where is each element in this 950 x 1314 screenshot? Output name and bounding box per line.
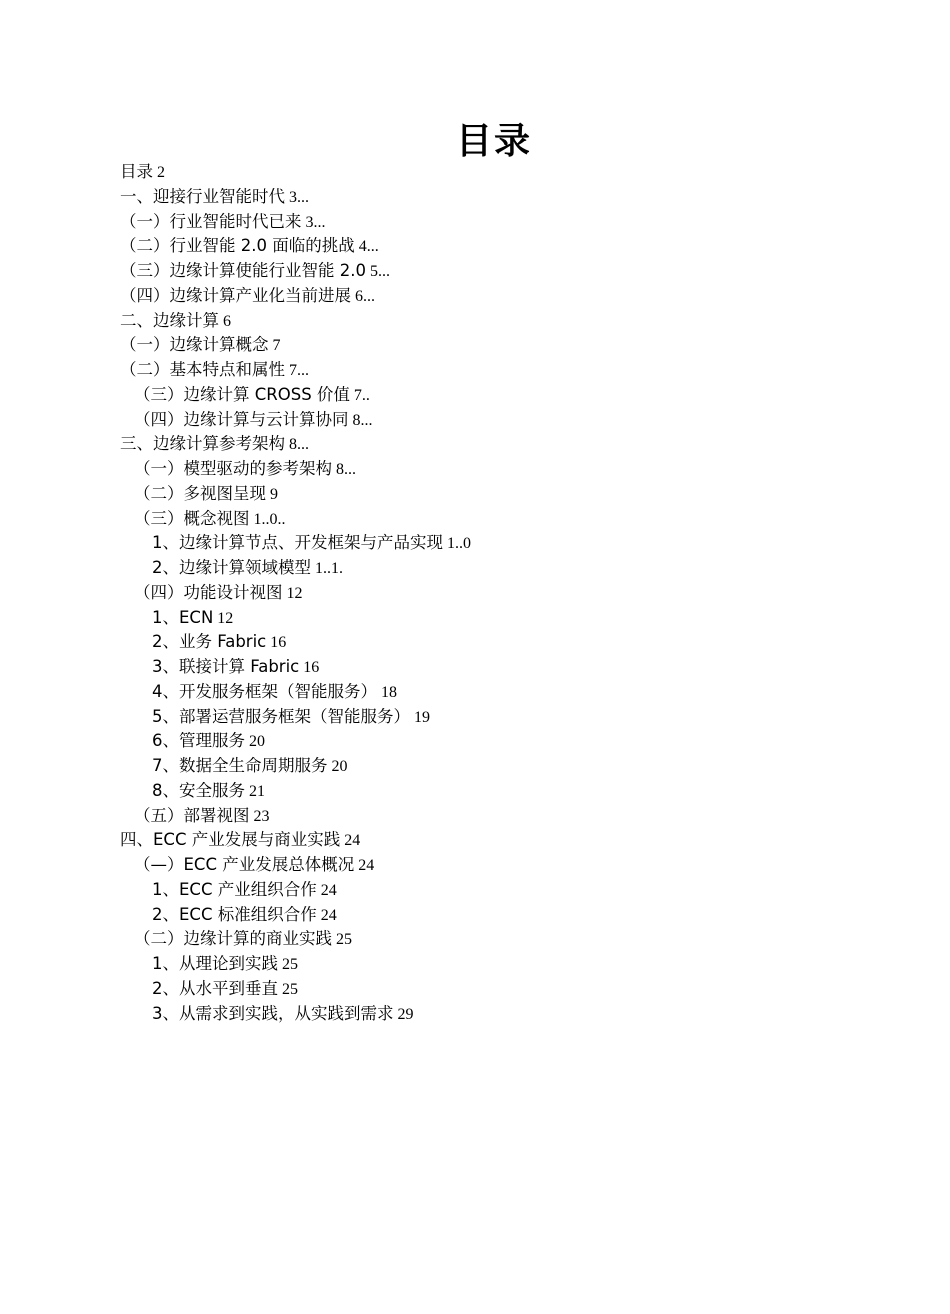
toc-page-number: 7... — [289, 362, 309, 379]
toc-page-number: 25 — [336, 931, 352, 949]
toc-entry-text: 2、业务 Fabric — [152, 632, 267, 652]
toc-entry-text: （二）基本特点和属性 — [120, 360, 285, 379]
toc-entry-text: （一）行业智能时代已来 — [120, 211, 302, 231]
toc-entry-text: 2、从水平到垂直 — [152, 978, 278, 998]
toc-page-number: 7 — [272, 337, 281, 355]
toc-entry-text: 1、ECC 产业组织合作 — [152, 879, 317, 899]
toc-entry-text: 三、边缘计算参考架构 — [120, 434, 285, 454]
toc-entry[interactable] — [0, 729, 950, 754]
toc-entry[interactable] — [0, 903, 950, 928]
toc-entry-text: 5、部署运营服务框架（智能服务） — [152, 706, 410, 726]
toc-page-number: 24 — [320, 881, 337, 899]
toc-entry[interactable] — [0, 309, 950, 334]
toc-page-number: 23 — [253, 807, 270, 825]
toc-entry[interactable] — [0, 482, 950, 507]
toc-entry-text: 四、ECC 产业发展与商业实践 — [120, 830, 341, 850]
toc-page-number: 25 — [282, 956, 298, 973]
toc-entry-text: 2、边缘计算领域模型 — [152, 558, 311, 577]
toc-entry[interactable] — [0, 655, 950, 680]
toc-page-number: 20 — [331, 758, 348, 775]
toc-entry[interactable] — [0, 457, 950, 482]
toc-entry[interactable] — [0, 804, 950, 829]
toc-entry-text: 二、边缘计算 — [120, 310, 219, 330]
toc-entry-text: （三）边缘计算 CROSS 价值 — [134, 384, 350, 404]
toc-page-number: 8... — [336, 461, 356, 478]
toc-entry[interactable] — [0, 828, 950, 853]
toc-page-number: 6 — [223, 312, 231, 330]
toc-entry-text: 6、管理服务 — [152, 731, 245, 751]
toc-page-number: 12 — [286, 584, 303, 602]
toc-entry[interactable] — [0, 754, 950, 779]
toc-entry-text: （三）概念视图 — [134, 508, 250, 528]
toc-page-number: 5... — [370, 263, 390, 280]
toc-entry[interactable] — [0, 185, 950, 210]
toc-page-number: 20 — [249, 733, 265, 751]
toc-entry-text: （四）边缘计算产业化当前进展 — [120, 285, 351, 305]
toc-entry[interactable] — [0, 630, 950, 655]
toc-page-number: 1..0.. — [253, 510, 286, 528]
toc-entry[interactable] — [0, 606, 950, 631]
toc-entry-text: 4、开发服务框架（智能服务） — [152, 681, 377, 701]
toc-page-number: 2 — [157, 164, 165, 181]
toc-entry-text: （四）边缘计算与云计算协同 — [134, 409, 349, 429]
toc-page-number: 4... — [358, 238, 379, 256]
toc-page-number: 19 — [414, 708, 430, 726]
toc-entry-text: （五）部署视图 — [134, 805, 250, 825]
toc-page-number: 16 — [303, 659, 320, 676]
toc-entry[interactable] — [0, 680, 950, 705]
toc-entry-text: （四）功能设计视图 — [134, 582, 283, 602]
toc-entry[interactable] — [0, 878, 950, 903]
toc-entry-text: （一）模型驱动的参考架构 — [134, 459, 332, 478]
toc-page-number: 1..1. — [315, 560, 343, 577]
toc-entry-text: 1、ECN — [152, 607, 214, 627]
toc-page-number: 18 — [381, 683, 397, 701]
toc-page-number: 8... — [289, 436, 309, 454]
toc-entry[interactable] — [0, 284, 950, 309]
toc-entry[interactable] — [0, 531, 950, 556]
toc-entry-text: （三）边缘计算使能行业智能 2.0 — [120, 261, 366, 280]
toc-entry[interactable] — [0, 853, 950, 878]
toc-page-number: 1..0 — [447, 535, 471, 553]
toc-page-number: 16 — [270, 634, 287, 652]
toc-page-number: 8... — [352, 411, 373, 429]
toc-entry-text: 2、ECC 标准组织合作 — [152, 904, 317, 924]
toc-entry-text: （一）边缘计算概念 — [120, 335, 269, 355]
toc-entry-text: （二）行业智能 2.0 面临的挑战 — [120, 236, 355, 256]
toc-page-number: 21 — [249, 782, 265, 800]
toc-entry-text: 3、联接计算 Fabric — [152, 657, 300, 676]
toc-page-number: 24 — [320, 906, 337, 924]
toc-page-number: 9 — [270, 485, 278, 503]
toc-entry-text: 1、边缘计算节点、开发框架与产品实现 — [152, 533, 443, 553]
toc-entry[interactable] — [0, 779, 950, 804]
toc-entry-text: 目录 — [120, 162, 153, 181]
toc-entry[interactable] — [0, 383, 950, 408]
toc-entry-text: （二）边缘计算的商业实践 — [134, 929, 332, 949]
toc-page-number: 6... — [355, 287, 375, 305]
toc-entry[interactable] — [0, 927, 950, 952]
toc-entry[interactable] — [0, 259, 950, 284]
table-of-contents — [0, 160, 950, 1026]
toc-page-number: 12 — [217, 609, 234, 627]
toc-page-number: 3... — [289, 188, 309, 206]
toc-entry[interactable] — [0, 952, 950, 977]
toc-entry[interactable] — [0, 1002, 950, 1027]
toc-page-number: 25 — [282, 980, 298, 998]
toc-page-number: 24 — [344, 832, 361, 850]
toc-entry-text: （—）ECC 产业发展总体概况 — [134, 855, 355, 874]
toc-entry[interactable] — [0, 408, 950, 433]
toc-page-number: 7.. — [353, 386, 370, 404]
toc-entry[interactable] — [0, 234, 950, 259]
toc-entry-text: 7、数据全生命周期服务 — [152, 756, 328, 775]
toc-entry[interactable] — [0, 977, 950, 1002]
toc-entry[interactable] — [0, 556, 950, 581]
toc-page-number: 3... — [305, 213, 326, 231]
toc-entry[interactable] — [0, 581, 950, 606]
toc-entry-text: 1、从理论到实践 — [152, 954, 278, 973]
toc-entry[interactable] — [0, 432, 950, 457]
toc-entry[interactable] — [0, 333, 950, 358]
page-title: 目录 — [455, 121, 532, 163]
toc-page-number: 24 — [358, 857, 375, 874]
toc-entry[interactable] — [0, 705, 950, 730]
toc-entry[interactable] — [0, 507, 950, 532]
toc-entry-text: （二）多视图呈现 — [134, 483, 266, 503]
toc-entry-text: 3、从需求到实践，从实践到需求 — [152, 1003, 394, 1023]
toc-entry[interactable] — [0, 210, 950, 235]
toc-entry-text: 一、迎接行业智能时代 — [120, 186, 285, 206]
toc-entry[interactable] — [0, 358, 950, 383]
toc-page-number: 29 — [397, 1005, 414, 1023]
toc-entry-text: 8、安全服务 — [152, 780, 245, 800]
toc-entry[interactable] — [0, 160, 950, 185]
